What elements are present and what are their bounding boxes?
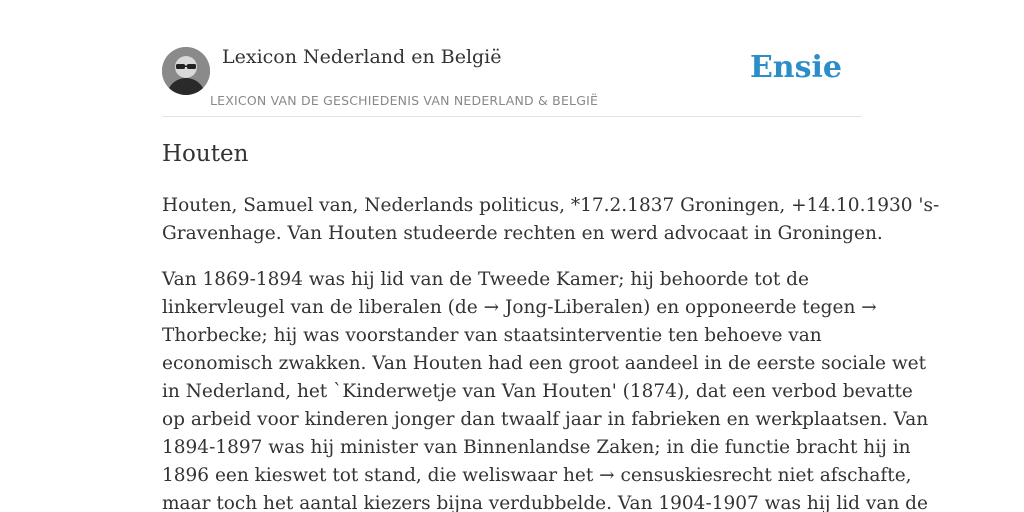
brand-logo[interactable]: Ensie <box>749 50 842 85</box>
article-title: Houten <box>162 141 249 167</box>
site-header <box>162 44 862 117</box>
paragraph-line: 1894-1897 was hij minister van Binnenlandse Zaken; in die functie bracht hij in <box>162 437 911 458</box>
site-title[interactable]: Lexicon Nederland en België <box>222 46 502 68</box>
paragraph-line: in Nederland, het `Kinderwetje van Van Houten' (1874), dat een verbod bevatte <box>162 381 913 402</box>
article <box>162 136 940 512</box>
paragraph-line: Houten, Samuel van, Nederlands politicus, *17.2.1837 Groningen, +14.10.1930 's- <box>162 195 940 216</box>
paragraph-line: 1896 een kieswet tot stand, die weliswaar het → censuskiesrecht niet afschafte, <box>162 465 912 486</box>
paragraph-line: Thorbecke; hij was voorstander van staatsinterventie ten behoeve van <box>162 325 822 346</box>
paragraph-line: op arbeid voor kinderen jonger dan twaalf jaar in fabrieken en werkplaatsen. Van <box>162 409 929 430</box>
paragraph-line: linkervleugel van de liberalen (de → Jong-Liberalen) en opponeerde tegen → <box>162 297 877 318</box>
avatar[interactable] <box>162 47 210 95</box>
paragraph-line: Gravenhage. Van Houten studeerde rechten en werd advocaat in Groningen. <box>162 223 883 244</box>
article-paragraph <box>162 192 940 248</box>
paragraph-line: Van 1869-1894 was hij lid van de Tweede Kamer; hij behoorde tot de <box>162 269 809 290</box>
article-paragraph <box>162 266 929 512</box>
paragraph-line: maar toch het aantal kiezers bijna verdubbelde. Van 1904-1907 was hij lid van de <box>162 493 928 512</box>
person-avatar-icon <box>162 47 210 95</box>
paragraph-line: economisch zwakken. Van Houten had een groot aandeel in de eerste sociale wet <box>162 353 927 374</box>
site-subtitle: LEXICON VAN DE GESCHIEDENIS VAN NEDERLAND & BELGIË <box>210 93 599 108</box>
